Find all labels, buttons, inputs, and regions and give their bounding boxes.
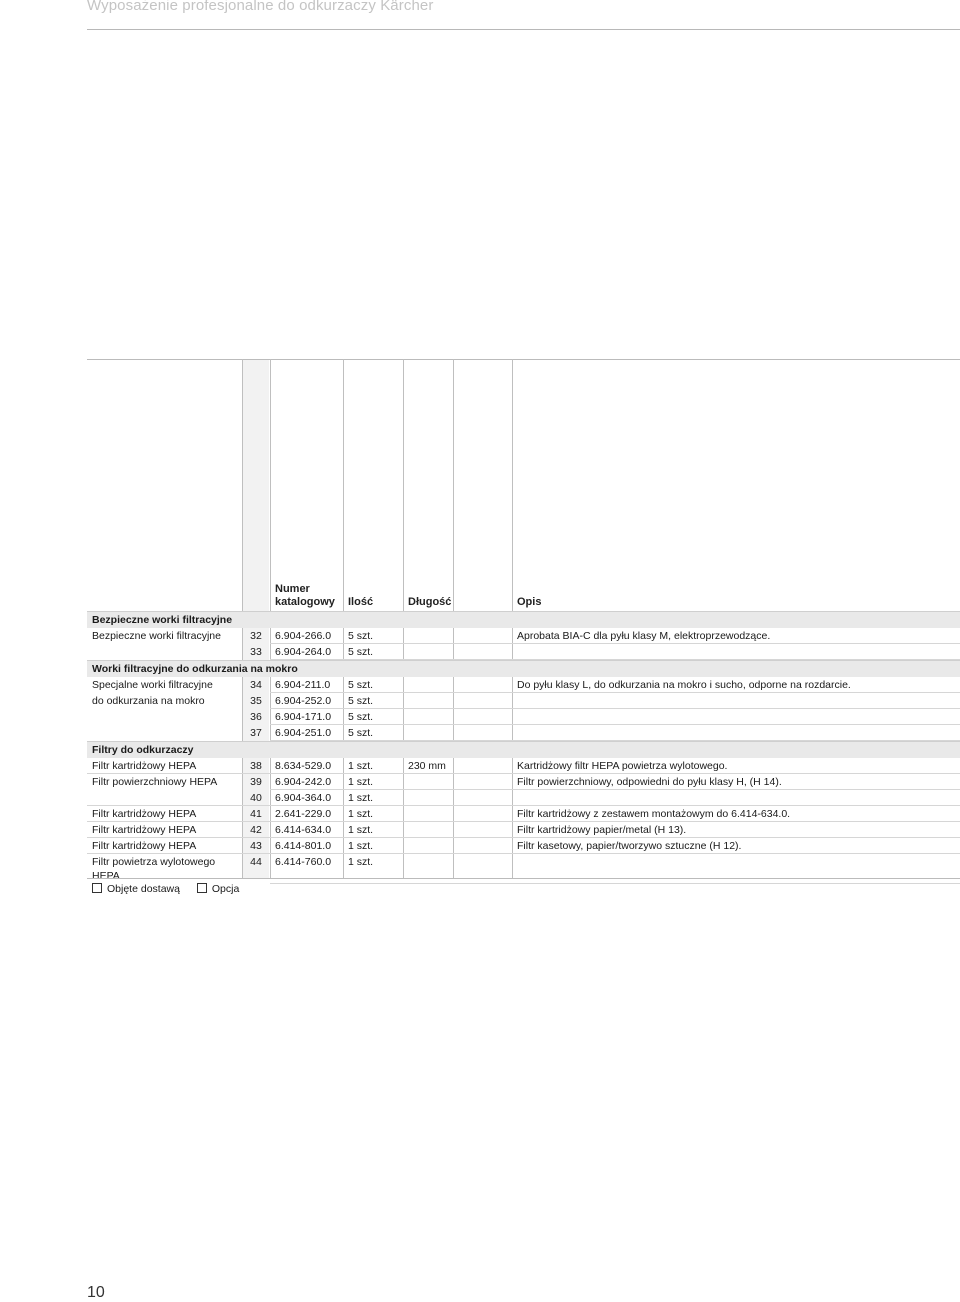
item-number: 32 [250, 630, 262, 642]
quantity: 5 szt. [348, 646, 374, 658]
description: Do pyłu klasy L, do odkurzania na mokro i sucho, odporne na rozdarcie. [517, 679, 851, 691]
description: Filtr kasetowy, papier/tworzywo sztuczne (H 12). [517, 840, 742, 852]
product-name: do odkurzania na mokro [92, 695, 205, 707]
catalog-number: 6.904-242.0 [275, 776, 332, 788]
table-row [87, 790, 960, 806]
column-headers [87, 583, 960, 609]
quantity: 1 szt. [348, 840, 374, 852]
legend-included-label: Objęte dostawą [107, 883, 180, 895]
header-quantity: Ilość [348, 596, 374, 608]
item-number: 42 [250, 824, 262, 836]
item-number: 38 [250, 760, 262, 772]
catalog-number: 6.904-266.0 [275, 630, 332, 642]
section-header: Bezpieczne worki filtracyjne [87, 611, 960, 628]
accessory-table [87, 359, 960, 882]
product-name: Filtr kartridżowy HEPA [92, 824, 197, 836]
table-row [87, 774, 960, 790]
quantity: 5 szt. [348, 711, 374, 723]
header-catalog-number: Numer katalogowy [275, 583, 335, 608]
product-name: Specjalne worki filtracyjne [92, 679, 213, 691]
quantity: 1 szt. [348, 760, 374, 772]
table-row [87, 677, 960, 693]
empty-square-icon [92, 883, 102, 893]
table-body [87, 611, 960, 884]
item-number: 36 [250, 711, 262, 723]
empty-square-icon [197, 883, 207, 893]
table-row [87, 725, 960, 741]
table-row [87, 628, 960, 644]
legend-option [197, 882, 239, 896]
section-header: Filtry do odkurzaczy [87, 741, 960, 758]
table-row [87, 838, 960, 854]
quantity: 1 szt. [348, 792, 374, 804]
description: Kartridżowy filtr HEPA powietrza wylotowego. [517, 760, 728, 772]
table-row [87, 854, 960, 884]
item-number: 35 [250, 695, 262, 707]
product-name: Bezpieczne worki filtracyjne [92, 630, 221, 642]
catalog-number: 6.414-760.0 [275, 856, 332, 868]
table-row [87, 693, 960, 709]
catalog-number: 6.904-264.0 [275, 646, 332, 658]
table-row [87, 709, 960, 725]
item-number: 37 [250, 727, 262, 739]
quantity: 1 szt. [348, 856, 374, 868]
header-description: Opis [517, 596, 542, 608]
description: Filtr kartridżowy papier/metal (H 13). [517, 824, 687, 836]
quantity: 1 szt. [348, 776, 374, 788]
catalog-number: 8.634-529.0 [275, 760, 332, 772]
catalog-number: 6.414-634.0 [275, 824, 332, 836]
page-number: 10 [87, 1284, 105, 1301]
table-row [87, 806, 960, 822]
table-row [87, 822, 960, 838]
table-top-rule [87, 359, 960, 360]
catalog-number: 6.904-171.0 [275, 711, 332, 723]
product-name: Filtr kartridżowy HEPA [92, 840, 197, 852]
description: Filtr kartridżowy z zestawem montażowym do 6.414-634.0. [517, 808, 791, 820]
item-number: 33 [250, 646, 262, 658]
product-name: Filtr kartridżowy HEPA [92, 760, 197, 772]
legend [92, 882, 253, 896]
catalog-number: 6.904-211.0 [275, 679, 331, 691]
catalog-number: 6.904-251.0 [275, 727, 332, 739]
item-number: 40 [250, 792, 262, 804]
page-header-title: Wyposażenie profesjonalne do odkurzaczy Kärcher [87, 0, 434, 14]
legend-option-label: Opcja [211, 883, 240, 895]
catalog-number: 2.641-229.0 [275, 808, 332, 820]
table-row [87, 644, 960, 660]
table-bottom-rule [87, 878, 960, 879]
description: Aprobata BIA-C dla pyłu klasy M, elektroprzewodzące. [517, 630, 771, 642]
product-name: Filtr powietrza wylotowego HEPA [92, 856, 216, 882]
item-number: 41 [250, 808, 262, 820]
quantity: 5 szt. [348, 630, 374, 642]
header-divider [87, 29, 960, 30]
quantity: 1 szt. [348, 824, 374, 836]
legend-included [92, 882, 180, 896]
quantity: 5 szt. [348, 695, 374, 707]
table-row [87, 758, 960, 774]
quantity: 1 szt. [348, 808, 374, 820]
product-name: Filtr powierzchniowy HEPA [92, 776, 218, 788]
catalog-number: 6.904-252.0 [275, 695, 332, 707]
quantity: 5 szt. [348, 727, 374, 739]
product-name: Filtr kartridżowy HEPA [92, 808, 197, 820]
item-number: 44 [250, 856, 262, 868]
item-number: 34 [250, 679, 262, 691]
item-number: 39 [250, 776, 262, 788]
catalog-number: 6.904-364.0 [275, 792, 332, 804]
quantity: 5 szt. [348, 679, 374, 691]
section-header: Worki filtracyjne do odkurzania na mokro [87, 660, 960, 677]
header-length: Długość [408, 596, 452, 608]
description: Filtr powierzchniowy, odpowiedni do pyłu klasy H, (H 14). [517, 776, 782, 788]
item-number: 43 [250, 840, 262, 852]
length: 230 mm [408, 760, 446, 772]
catalog-number: 6.414-801.0 [275, 840, 332, 852]
